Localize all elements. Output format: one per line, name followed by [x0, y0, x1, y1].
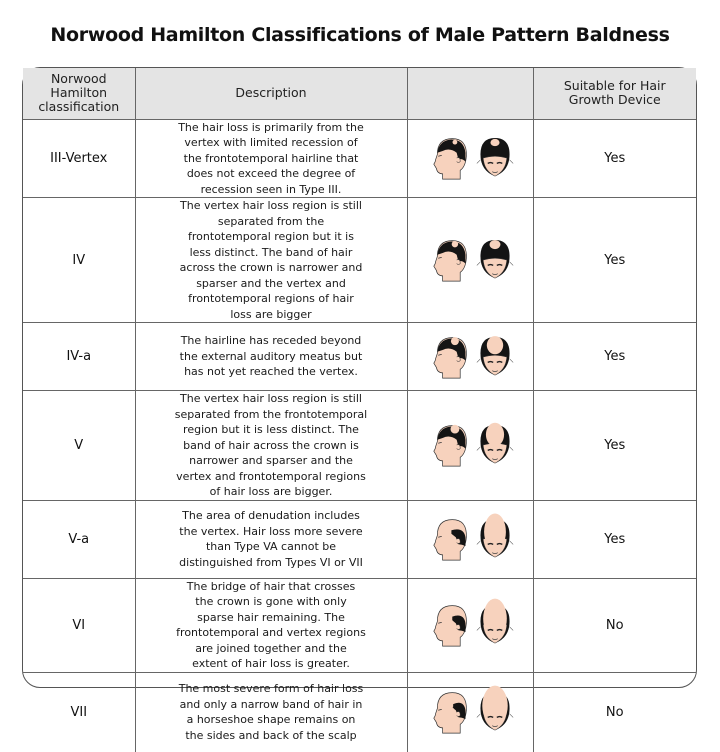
description-text: The hairline has receded beyond the external auditory meatus but has not yet reached the vertex. [179, 334, 363, 379]
suitable-cell: No [533, 672, 696, 752]
classification-cell: III-Vertex [23, 119, 135, 198]
head-type-v-icon [408, 421, 533, 469]
top-view-head-icon [475, 515, 515, 563]
illustration-cell [407, 119, 533, 198]
head-type-iv-icon [408, 236, 533, 284]
table-row [23, 391, 696, 501]
illustration-cell [407, 391, 533, 501]
description-text: The vertex hair loss region is still separated from the frontotemporal region but it is less distinct. The band of hair across the crown is narrower and sparser and the vertex and frontotemporal regions of hair loss are bigger. [174, 392, 368, 498]
table-row [23, 119, 696, 198]
top-view-head-icon [475, 236, 515, 284]
description-text: The vertex hair loss region is still separated from the frontotemporal region but it is less distinct. The band of hair across the crown is narrower and sparser and the vertex and frontotemporal regions of hair loss are bigger [179, 199, 363, 321]
illustration-cell [407, 578, 533, 672]
head-type-iii-vertex-icon [408, 134, 533, 182]
illustration-cell [407, 323, 533, 391]
classification-cell: VI [23, 578, 135, 672]
classification-cell: VII [23, 672, 135, 752]
description-cell [135, 578, 407, 672]
header-image [407, 68, 533, 119]
suitable-cell: Yes [533, 198, 696, 323]
side-profile-head-icon [425, 601, 469, 649]
classification-cell: IV [23, 198, 135, 323]
classification-table [22, 67, 697, 742]
side-profile-head-icon [425, 236, 469, 284]
suitable-cell: No [533, 578, 696, 672]
side-profile-head-icon [425, 134, 469, 182]
description-cell [135, 323, 407, 391]
illustration-cell [407, 198, 533, 323]
head-type-vii-icon [408, 688, 533, 736]
description-cell [135, 119, 407, 198]
top-view-head-icon [475, 688, 515, 736]
head-type-vi-icon [408, 601, 533, 649]
description-text: The bridge of hair that crosses the crown is gone with only sparse hair remaining. The frontotemporal and vertex regions are joined together and the extent of hair loss is greater. [176, 579, 366, 670]
header-description: Description [135, 68, 407, 119]
top-view-head-icon [475, 134, 515, 182]
table-row [23, 198, 696, 323]
illustration-cell [407, 500, 533, 578]
description-text: The hair loss is primarily from the vertex with limited recession of the frontotemporal hairline that does not exceed the degree of recession seen in Type III. [178, 120, 364, 196]
table-row [23, 672, 696, 752]
description-cell [135, 391, 407, 501]
table-header-row [23, 68, 696, 119]
side-profile-head-icon [425, 688, 469, 736]
head-type-iv-a-icon [408, 333, 533, 381]
top-view-head-icon [475, 601, 515, 649]
top-view-head-icon [475, 421, 515, 469]
table-row [23, 323, 696, 391]
header-classification: Norwood Hamilton classification [23, 68, 135, 119]
side-profile-head-icon [425, 333, 469, 381]
description-text: The most severe form of hair loss and only a narrow band of hair in a horseshoe shape remains on the sides and back of the scalp [178, 682, 364, 742]
side-profile-head-icon [425, 421, 469, 469]
suitable-cell: Yes [533, 500, 696, 578]
classification-cell: V-a [23, 500, 135, 578]
classification-cell: V [23, 391, 135, 501]
side-profile-head-icon [425, 515, 469, 563]
header-suitable: Suitable for Hair Growth Device [533, 68, 696, 119]
head-type-v-a-icon [408, 515, 533, 563]
table-row [23, 500, 696, 578]
suitable-cell: Yes [533, 323, 696, 391]
table-row [23, 578, 696, 672]
description-cell [135, 672, 407, 752]
top-view-head-icon [475, 333, 515, 381]
suitable-cell: Yes [533, 391, 696, 501]
page-title: Norwood Hamilton Classifications of Male Pattern Baldness [50, 24, 670, 46]
description-cell [135, 500, 407, 578]
description-cell [135, 198, 407, 323]
suitable-cell: Yes [533, 119, 696, 198]
description-text: The area of denudation includes the vertex. Hair loss more severe than Type VA cannot be distinguished from Types VI or VII [179, 509, 363, 569]
classification-cell: IV-a [23, 323, 135, 391]
illustration-cell [407, 672, 533, 752]
